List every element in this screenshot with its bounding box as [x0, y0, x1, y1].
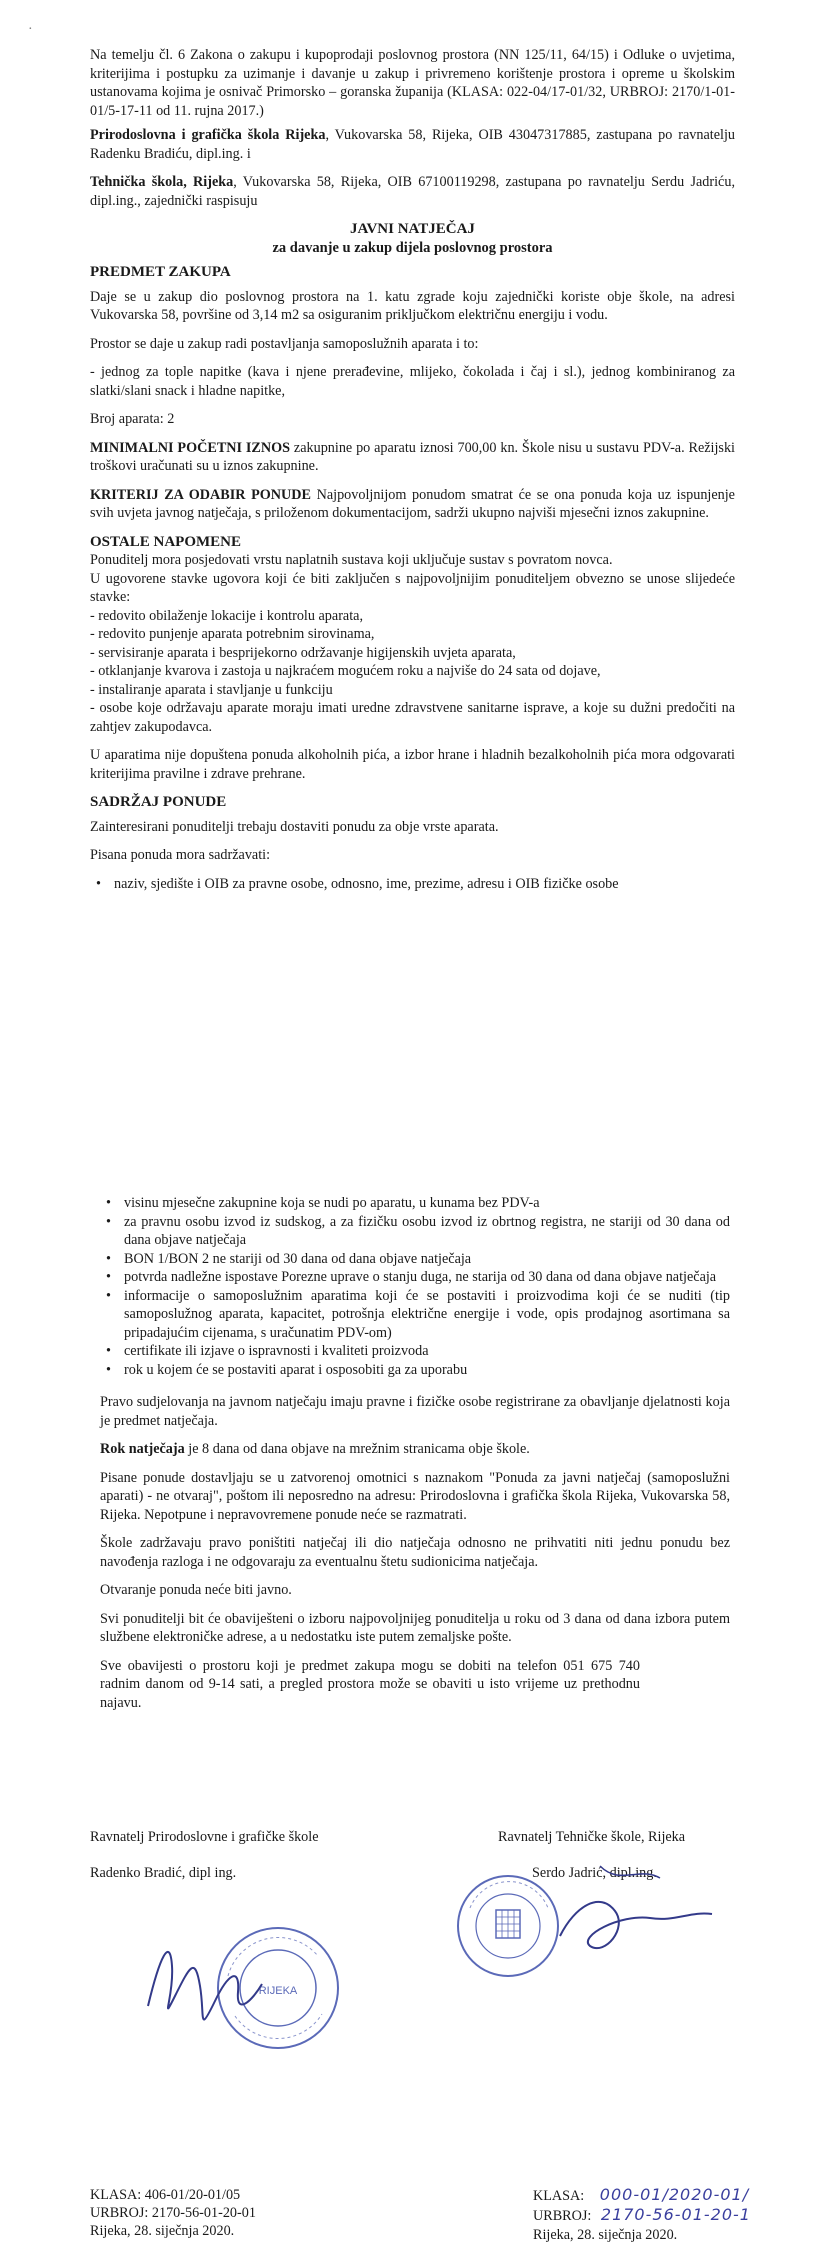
list-item: • visinu mjesečne zakupnine koja se nudi po aparatu, u kunama bez PDV-a — [100, 1194, 730, 1213]
ostale-paragraph-2: U ugovorene stavke ugovora koji će biti zaključen s najpovoljnijim ponuditeljem obvezno se unose slijedeće stavke: — [90, 570, 735, 605]
school-2-details: , Vukovarska 58, Rijeka, OIB 67100119298, zastupana po ravnatelju Serdu Jadriću, dipl.ing., zajednički raspisuju — [90, 174, 735, 209]
right-klasa-label: KLASA: — [533, 2188, 585, 2204]
predmet-paragraph-2: Prostor se daje u zakup radi postavljanja samoposlužnih aparata i to: — [90, 335, 479, 352]
school-1-details: , Vukovarska 58, Rijeka, OIB 43047317885, zastupana po ravnatelju Radenku Bradiću, dipl.ing. i — [90, 127, 735, 162]
scan-mark: · — [28, 22, 33, 37]
predmet-paragraph-3: - jednog za tople napitke (kava i njene prerađevine, mlijeko, čokolada i čaj i sl.), jednog kombiniranog za slatki/slani snack i hladne napitke, — [90, 364, 735, 399]
sadrzaj-paragraph-1: Zainteresirani ponuditelji trebaju dostaviti ponudu za obje vrste aparata. — [90, 818, 499, 835]
otvaranje-paragraph: Otvaranje ponuda neće biti javno. — [100, 1582, 292, 1598]
list-item: - redovito obilaženje lokacije i kontrolu aparata, — [90, 607, 363, 624]
list-item: - otklanjanje kvarova i zastoja u najkraćem mogućem roku a najviše do 24 sata od dojave, — [90, 663, 601, 679]
kriterij-label: KRITERIJ ZA ODABIR PONUDE — [90, 486, 311, 503]
list-item: • naziv, sjedište i OIB za pravne osobe, odnosno, ime, prezime, adresu i OIB fizičke osobe — [90, 875, 735, 894]
left-date: Rijeka, 28. siječnja 2020. — [90, 2223, 235, 2239]
page-1-content — [90, 46, 735, 893]
document-subtitle: za davanje u zakup dijela poslovnog prostora — [272, 239, 553, 256]
sadrzaj-list — [90, 875, 735, 894]
list-item: • informacije o samoposlužnim aparatima koji će se postaviti i proizvodima koji će se nuditi (tip samoposlužnog aparata, kapacitet, potrošnja električne energije i vode, opis prodajnog asortimana sa pripadajućim cijenama, s uračunatim PDV-om) — [100, 1287, 730, 1343]
left-signature-name: Radenko Bradić, dipl ing. — [90, 1865, 237, 1881]
document-page-1 — [0, 0, 832, 1070]
sadrzaj-paragraph-2: Pisana ponuda mora sadržavati: — [90, 847, 271, 863]
kriterij-text: Najpovoljnijom ponudom smatrat će se ona ponuda koja uz ispunjenje svih uvjeta javnog natječaja, s priloženom dokumentacijom, sadrži ukupno najviši mjesečni iznos zakupnine. — [90, 486, 735, 521]
intro-paragraph: Na temelju čl. 6 Zakona o zakupu i kupoprodaji poslovnog prostora (NN 125/11, 64/15) i Odluke o uvjetima, kriterijima i postupku za uzimanje i davanje u zakup i privremeno korištenje prostora i opreme u školskim ustanovama kojima je osnivač Primorsko – goranska županija (KLASA: 022-04/17-01/32, URBROJ: 2170/1-01-01/5-17-11 od 11. rujna 2017.) — [90, 47, 735, 119]
list-item: - instaliranje aparata i stavljanje u funkciju — [90, 681, 333, 698]
ostale-paragraph-1: Ponuditelj mora posjedovati vrstu naplatnih sustava koji uključuje sustav s povratom novca. — [90, 552, 613, 568]
right-urbroj-label: URBROJ: — [533, 2208, 592, 2224]
ostale-heading: OSTALE NAPOMENE — [90, 533, 241, 550]
school-2-name: Tehnička škola, Rijeka — [90, 174, 234, 190]
sadrzaj-heading: SADRŽAJ PONUDE — [90, 794, 227, 810]
svi-paragraph: Svi ponuditelji bit će obaviješteni o izboru najpovoljnijeg ponuditelja u roku od 3 dana od dana izbora putem službene elektroničke adrese, a u nedostatku iste putem zemaljske pošte. — [100, 1610, 730, 1645]
right-urbroj-row — [533, 2206, 751, 2226]
predmet-paragraph-1: Daje se u zakup dio poslovnog prostora na 1. katu zgrade koju zajednički koriste obje škole, na adresi Vukovarska 58, površine od 3,14 m2 sa osiguranim priključkom električnu energiju i vodu. — [90, 288, 735, 323]
right-klasa-handwritten: 000-01/2020-01/ — [599, 2185, 750, 2204]
right-signature-role: Ravnatelj Tehničke škole, Rijeka — [498, 1829, 686, 1845]
right-klasa-row — [533, 2186, 749, 2206]
list-item: - redovito punjenje aparata potrebnim sirovinama, — [90, 626, 375, 642]
pravo-paragraph: Pravo sudjelovanja na javnom natječaju imaju pravne i fizičke osobe registrirane za obavljanje djelatnosti koja je predmet natječaja. — [100, 1394, 730, 1429]
obavijesti-paragraph: Sve obavijesti o prostoru koji je predmet zakupa mogu se dobiti na telefon 051 675 740 radnim danom od 9-14 sati, a pregled prostora može se obaviti u isto vrijeme uz prethodnu najavu. — [100, 1657, 640, 1711]
rok-paragraph — [100, 1440, 730, 1459]
rok-label: Rok natječaja — [100, 1441, 185, 1457]
minimalni-iznos-label: MINIMALNI POČETNI IZNOS — [90, 439, 291, 456]
left-stamp-city: RIJEKA — [258, 1985, 298, 1997]
requirements-list — [100, 1194, 730, 1379]
pisane-paragraph: Pisane ponude dostavljaju se u zatvorenoj omotnici s naznakom "Ponuda za javni natječaj (samoposlužni aparati) - ne otvaraj", poštom ili neposredno na adresu: Prirodoslovna i grafička škola Rijeka, Vukovarska 58, Rijeka. Nepotpune i nepravovremene ponude neće se razmatrati. — [100, 1469, 730, 1523]
document-page-2 — [0, 1166, 832, 2268]
minimalni-iznos-text: zakupnine po aparatu iznosi 700,00 kn. Škole nisu u sustavu PDV-a. Režijski troškovi uračunati su u iznos zakupnine. — [90, 439, 735, 474]
page-gap — [0, 1070, 832, 1166]
page-2-content — [100, 1194, 730, 1722]
list-item: • rok u kojem će se postaviti aparat i osposobiti ga za uporabu — [100, 1361, 730, 1380]
list-item: • za pravnu osobu izvod iz sudskog, a za fizičku osobu izvod iz obrtnog registra, ne stariji od 30 dana od dana objave natječaja — [100, 1213, 730, 1250]
left-stamp — [218, 1928, 338, 2048]
right-signature-name: Serdo Jadrić, dipl.ing. — [532, 1865, 657, 1881]
broj-aparata: Broj aparata: 2 — [90, 411, 175, 427]
list-item: - servisiranje aparata i besprijekorno održavanje higijenskih uvjeta aparata, — [90, 644, 516, 661]
alkohol-paragraph: U aparatima nije dopuštena ponuda alkoholnih pića, a izbor hrane i hladnih bezalkoholnih pića mora odgovarati kriterijima pravilne i zdrave prehrane. — [90, 747, 735, 782]
skole-paragraph: Škole zadržavaju pravo poništiti natječaj ili dio natječaja odnosno ne prihvatiti niti jednu ponudu bez navođenja razloga i ne odgovaraju za eventualnu štetu sudionicima natječaja. — [100, 1535, 730, 1570]
ostale-list — [90, 607, 735, 737]
list-item: • BON 1/BON 2 ne stariji od 30 dana od dana objave natječaja — [100, 1250, 730, 1269]
document-title: JAVNI NATJEČAJ — [350, 221, 475, 237]
school-1-name: Prirodoslovna i grafička škola Rijeka — [90, 127, 326, 143]
minimalni-iznos-paragraph — [90, 439, 735, 476]
right-signature-scribble — [560, 1902, 712, 1948]
kriterij-paragraph — [90, 486, 735, 523]
list-item: - osobe koje održavaju aparate moraju imati uredne zdravstvene sanitarne isprave, a koje su dužni predočiti na zahtjev zakupodavca. — [90, 700, 735, 735]
school-1-paragraph — [90, 126, 735, 163]
right-date: Rijeka, 28. siječnja 2020. — [533, 2227, 678, 2243]
left-signature-scribble — [148, 1952, 262, 2020]
predmet-heading: PREDMET ZAKUPA — [90, 264, 231, 280]
right-urbroj-handwritten: 2170-56-01-20-1 — [600, 2205, 751, 2224]
left-urbroj: URBROJ: 2170-56-01-20-01 — [90, 2205, 256, 2221]
rok-text: je 8 dana od dana objave na mrežnim stranicama obje škole. — [184, 1441, 530, 1457]
list-item: • potvrda nadležne ispostave Porezne uprave o stanju duga, ne starija od 30 dana od dana objave natječaja — [100, 1268, 730, 1287]
list-item: • certifikate ili izjave o ispravnosti i kvaliteti proizvoda — [100, 1342, 730, 1361]
left-klasa: KLASA: 406-01/20-01/05 — [90, 2187, 241, 2203]
right-stamp — [458, 1876, 558, 1976]
school-2-paragraph — [90, 173, 735, 210]
left-signature-role: Ravnatelj Prirodoslovne i grafičke škole — [90, 1829, 319, 1845]
